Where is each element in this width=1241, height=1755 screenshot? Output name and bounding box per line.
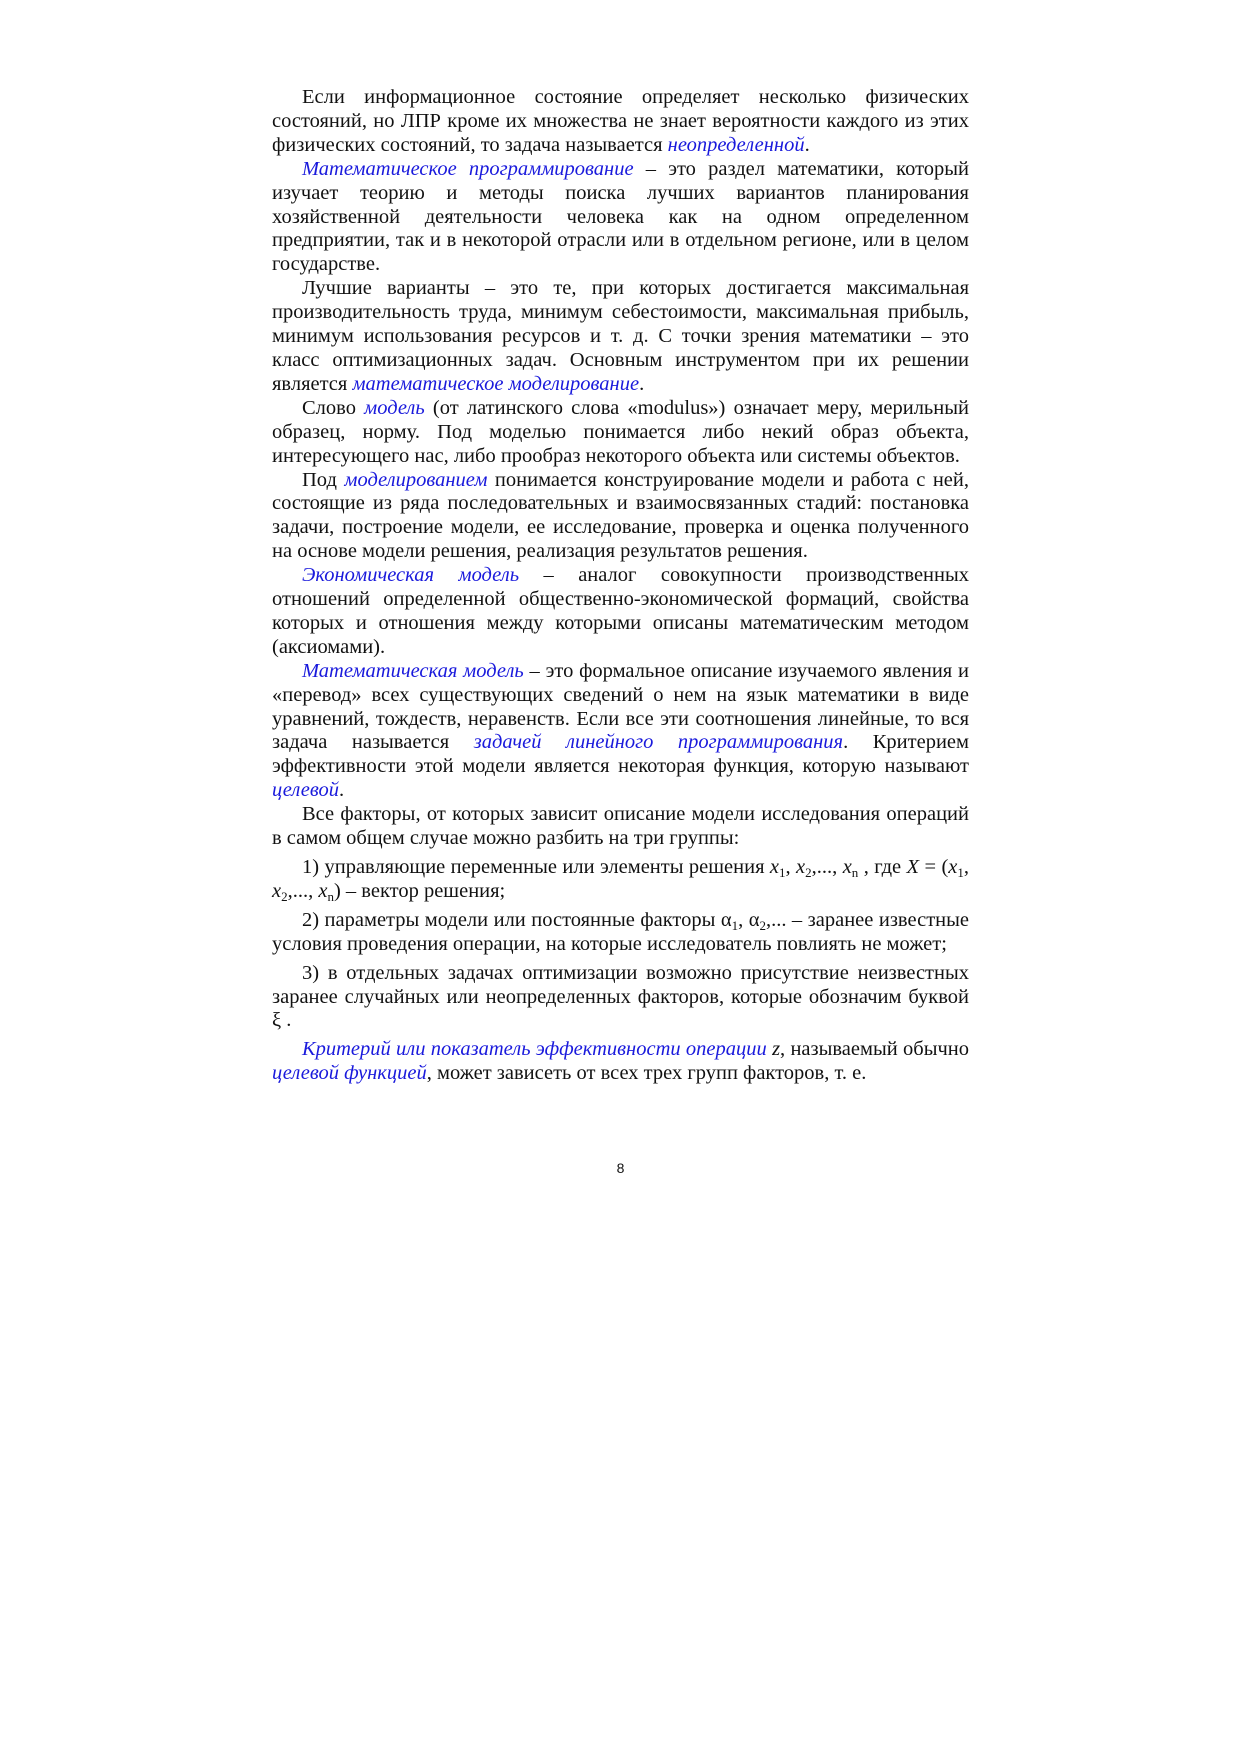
term-highlight: задачей линейного программирования [473, 731, 844, 754]
term-highlight: математическое моделирование [352, 372, 640, 395]
term-highlight: Математическое программирование [302, 157, 634, 180]
text-run: x [948, 856, 958, 878]
paragraph [272, 564, 969, 660]
text-run: – это раздел математики, который изучает теорию и методы поиска лучших вариантов планирования хозяйственной деятельности человека как на одном определенном предприятии, так и в некоторой отрасли или в отдельном регионе, или в целом государстве. [272, 157, 969, 276]
subscript: 2 [759, 917, 766, 933]
text-run: X [906, 856, 920, 878]
term-highlight: целевой [272, 779, 340, 802]
text-run: , где [858, 856, 907, 878]
text-run: 2) параметры модели или постоянные факторы α [302, 908, 732, 931]
paragraph [272, 1038, 969, 1086]
term-highlight: целевой функцией [272, 1062, 427, 1085]
paragraph [272, 86, 969, 158]
term-highlight: моделированием [344, 468, 488, 491]
subscript: n [327, 888, 334, 904]
text-run: ,..., [811, 856, 843, 878]
text-run: . [339, 779, 345, 802]
text-run: . [804, 133, 810, 156]
text-run: , называемый обычно [780, 1038, 969, 1061]
subscript: 2 [805, 865, 812, 880]
subscript: 1 [779, 865, 786, 880]
text-run: 1) управляющие переменные или элементы решения [302, 856, 770, 878]
paragraph [272, 803, 969, 851]
subscript: 2 [281, 888, 288, 904]
text-run: , α [738, 908, 760, 931]
text-run: ) – вектор решения; [333, 879, 506, 902]
subscript: 1 [957, 865, 964, 880]
page-number: 8 [616, 1160, 625, 1176]
text-run: Если информационное состояние определяет несколько физических состояний, но ЛПР кроме их множества не знает вероятности каждого из этих физических состояний, то задача называется [272, 86, 969, 156]
text-run: x [318, 879, 328, 902]
paragraph [272, 856, 969, 904]
text-run: x [769, 856, 780, 878]
term-highlight: Математическая модель [302, 659, 524, 682]
term-highlight: Критерий или показатель эффективности операции [302, 1038, 767, 1061]
paragraph [272, 469, 969, 565]
paragraph [272, 962, 969, 1034]
paragraph [272, 277, 969, 397]
text-run: . [639, 372, 645, 395]
paragraph [272, 397, 969, 469]
text-run: x [842, 856, 852, 878]
text-run: x [796, 856, 806, 878]
paragraph [272, 660, 969, 803]
text-run: , может зависеть от всех трех групп факторов, т. е. [426, 1062, 867, 1085]
text-run: , [963, 856, 970, 878]
text-run: z [772, 1038, 781, 1061]
paragraph [272, 158, 969, 278]
text-run: Лучшие варианты – это те, при которых достигается максимальная производительность труда, минимум себестоимости, максимальная прибыль, минимум использования ресурсов и т. д. С точки зрения математики – это класс оптимизационных задач. Основным инструментом при их решении является [272, 277, 969, 395]
text-run: – это формальное описание изучаемого явления и «перевод» всех существующих сведений о нем на язык математики в виде уравнений, тождеств, неравенств. Если все эти соотношения линейные, то вся задача называется [272, 659, 970, 754]
text-run: ,..., [287, 879, 319, 902]
document-body [272, 86, 969, 1086]
text-run: . Критерием эффективности этой модели является некоторая функция, которую называют [272, 731, 969, 778]
text-run: x [272, 879, 282, 902]
text-run: – аналог совокупности производственных отношений определенной общественно-экономической формаций, свойства которых и отношения между которыми описаны математическим методом (аксиомами). [272, 564, 970, 658]
term-highlight: неопределенной [667, 133, 805, 156]
text-run: Все факторы, от которых зависит описание модели исследования операций в самом общем случае можно разбить на три группы: [272, 803, 969, 850]
subscript: n [851, 865, 859, 880]
text-run: Под [302, 468, 345, 491]
text-run: ,... – заранее известные условия проведения операции, на которые исследователь повлиять не может; [272, 908, 969, 955]
subscript: 1 [731, 917, 739, 933]
paragraph [272, 909, 969, 957]
text-run: понимается конструирование модели и работа с ней, состоящие из ряда последовательных и взаимосвязанных стадий: постановка задачи, построение модели, ее исследование, проверка и оценка полученного на основе модели решения, реализация результатов решения. [272, 468, 969, 563]
text-run: (от латинского слова «modulus») означает меру, мерильный образец, норму. Под моделью понимается либо некий образ объекта, интересующего нас, либо прообраз некоторого объекта или системы объектов. [272, 396, 969, 467]
term-highlight: Экономическая модель [302, 564, 520, 587]
term-highlight: модель [364, 396, 425, 419]
text-run: Слово [302, 396, 365, 419]
text-run: = ( [919, 856, 949, 878]
text-run: , [785, 856, 797, 878]
text-run: 3) в отдельных задачах оптимизации возможно присутствие неизвестных заранее случайных или неопределенных факторов, которые обозначим буквой ξ . [272, 961, 969, 1032]
